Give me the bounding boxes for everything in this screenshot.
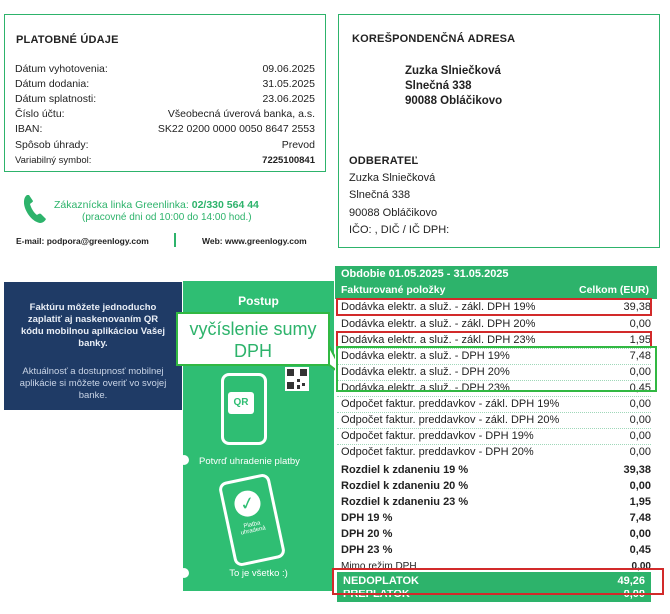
item-row: Odpočet faktur. preddavkov - zákl. DPH 20% 0,00 [341, 414, 651, 426]
web-link[interactable]: Web: www.greenlogy.com [202, 236, 307, 246]
summary-row: Rozdiel k zdaneniu 23 % 1,95 [341, 496, 651, 508]
qr-info-panel [4, 282, 182, 410]
phone-icon [22, 193, 48, 225]
highlight-underpaid [332, 568, 664, 595]
item-row: Odpočet faktur. preddavkov - zákl. DPH 19% 0,00 [341, 398, 651, 410]
phone-paid-illustration [218, 473, 287, 568]
summary-row: DPH 20 % 0,00 [341, 528, 651, 540]
paid-label: Platba uhradená [240, 520, 267, 537]
period-header: Obdobie 01.05.2025 - 31.05.2025 [335, 266, 657, 283]
columns-header: Fakturované položky Celkom (EUR) [335, 283, 657, 299]
overpaid-row: PREPLATOK 0,00 [337, 590, 651, 602]
qr-info-text: Aktuálnosť a dostupnosť mobilnej aplikácie si môžete overiť vo svojej banke. [19, 366, 167, 401]
payment-row: IBAN: SK22 0200 0000 0050 8647 2553 [15, 123, 315, 135]
payment-row: Spôsob úhrady: Prevod [15, 139, 315, 151]
qr-code-icon [285, 367, 309, 391]
item-row: Odpočet faktur. preddavkov - DPH 20% 0,00 [341, 446, 651, 458]
payment-row: Číslo účtu: Všeobecná úverová banka, a.s. [15, 108, 315, 120]
highlight-base-19 [336, 298, 652, 316]
item-row: Dodávka elektr. a služ. - DPH 19% 7,48 [341, 350, 651, 362]
qr-info-bold: Faktúru môžete jednoducho zaplatiť aj naskenovaním QR kódu mobilnou aplikáciou Vašej banky. [20, 302, 166, 349]
payment-row: Dátum vyhotovenia: 09.06.2025 [15, 63, 315, 75]
annotation-line1: vyčíslenie sumy [189, 319, 317, 339]
item-row: Dodávka elektr. a služ. - DPH 20% 0,00 [341, 366, 651, 378]
customer-ids: IČO: , DIČ / IČ DPH: [349, 224, 450, 236]
corr-street: Slnečná 338 [405, 80, 472, 92]
payment-row: Dátum splatnosti: 23.06.2025 [15, 93, 315, 105]
item-row: Dodávka elektr. a služ. - DPH 23% 0,45 [341, 382, 651, 394]
done-label: To je všetko :) [229, 568, 288, 579]
corr-name: Zuzka Slniečková [405, 65, 501, 77]
item-row: Dodávka elektr. a služ. - zákl. DPH 19% 39,38 [341, 301, 651, 313]
underpaid-row: NEDOPLATOK 49,26 [337, 572, 651, 590]
confirm-step-label: Potvrď uhradenie platby [199, 456, 300, 467]
highlight-vat-rows [336, 346, 657, 392]
item-row: Odpočet faktur. preddavkov - DPH 19% 0,00 [341, 430, 651, 442]
payment-details-box [4, 14, 326, 172]
summary-row: DPH 19 % 7,48 [341, 512, 651, 524]
hotline-hours: (pracovné dni od 10:00 do 14:00 hod.) [82, 212, 252, 223]
correspondence-box [338, 14, 660, 248]
corr-city: 90088 Obláčikovo [405, 95, 503, 107]
footer-divider [174, 233, 176, 247]
qr-badge: QR [228, 392, 254, 414]
phone-scan-illustration [221, 373, 267, 445]
email-link[interactable]: E-mail: podpora@greenlogy.com [16, 236, 149, 246]
customer-name: Zuzka Slniečková [349, 172, 436, 184]
summary-row: Mimo režim DPH 0,00 [341, 560, 651, 572]
summary-row: Rozdiel k zdaneniu 20 % 0,00 [341, 480, 651, 492]
hotline-line1: Zákaznícka linka Greenlinka: 02/330 564 44 [54, 199, 259, 211]
correspondence-title: KOREŠPONDENČNÁ ADRESA [352, 33, 516, 45]
payment-row: Variabilný symbol: 7225100841 [15, 155, 315, 166]
step-bullet [179, 455, 189, 465]
customer-title: ODBERATEĽ [349, 155, 419, 167]
payment-title: PLATOBNÉ ÚDAJE [16, 34, 119, 46]
summary-row: DPH 23 % 0,45 [341, 544, 651, 556]
customer-street: Slnečná 338 [349, 189, 411, 201]
customer-city: 90088 Obláčikovo [349, 207, 438, 219]
payment-row: Dátum dodania: 31.05.2025 [15, 78, 315, 90]
steps-title: Postup [238, 294, 279, 308]
summary-row: Rozdiel k zdaneniu 19 % 39,38 [341, 464, 651, 476]
annotation-line2: DPH [233, 341, 272, 361]
item-row: Dodávka elektr. a služ. - zákl. DPH 20% 0,00 [341, 318, 651, 330]
vat-annotation [176, 312, 330, 366]
item-row: Dodávka elektr. a služ. - zákl. DPH 23% 1,95 [341, 334, 651, 346]
invoice-items-table [335, 266, 657, 606]
check-icon: ✓ [232, 488, 263, 519]
